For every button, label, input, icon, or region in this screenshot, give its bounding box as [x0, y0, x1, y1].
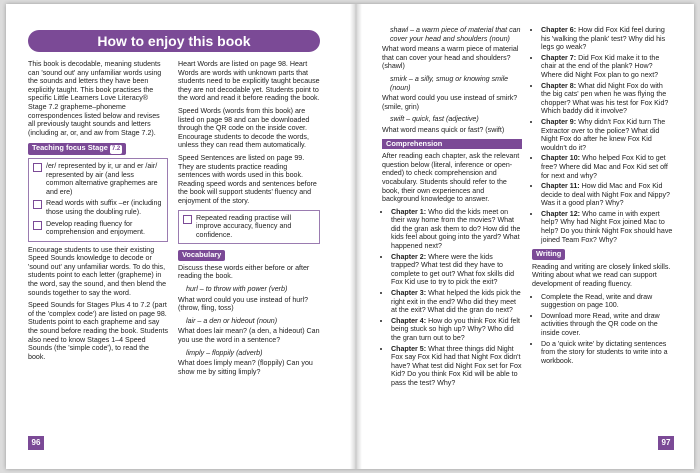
chapter-list-continued — [532, 26, 674, 244]
vocab-item: shawl – a warm piece of material that can cover your head and shoulders (noun) — [390, 26, 521, 43]
chapter-item: • Chapter 7: Did Fox Kid make it to the chair at the end of the plank? How? Where did Night Fox plan to go next? — [541, 54, 674, 80]
intro-paragraph: This book is decodable, meaning students can 'sound out' any unfamiliar words using the sounds and letters they have been explicitly taught. This book practises the specific Little Learners Love Literacy® Stage 7.2 grapheme–phoneme correspondences listed below and revises all previously taught sounds and letters (including ar, or, and aw from Stage 7.2). — [28, 60, 162, 137]
checklist-item: Repeated reading practise will improve accuracy, fluency and confidence. — [183, 214, 315, 240]
chapter-item: • Chapter 5: What three things did Night Fox say Fox Kid had that Night Fox didn't have? What test did Night Fox set for Fox Kid? Do you think Fox Kid will be able to pass the test? Why? — [391, 345, 522, 388]
vocab-item: swift – quick, fast (adjective) — [390, 115, 479, 124]
checkbox-icon — [33, 200, 42, 209]
speed-sounds-paragraph-2: Speed Sounds for Stages Plus 4 to 7.2 (part of the 'complex code') are listed on page 98. Students point to each grapheme and say the sound before reading the book. Students also need to know Stages 1–4 Speed Sounds (the 'simple code'), to read the book. — [28, 301, 169, 361]
stage-badge: 7.2 — [111, 146, 121, 153]
teaching-focus-heading: Teaching focus Stage 7.2 — [28, 143, 126, 155]
chapter-item: • Chapter 12: Who came in with expert help? Why had Night Fox joined Mac to help? Do you think Night Fox should have joined Team Fox? Why? — [541, 210, 674, 244]
checklist-item: Develop reading fluency for comprehension and enjoyment. — [33, 220, 163, 237]
vocab-question: What word means a warm piece of material that can cover your head and shoulders? (shawl) — [382, 45, 519, 71]
vocab-question: What word could you use instead of hurl? (throw, fling, toss) — [178, 295, 309, 313]
right-page-number: 97 — [658, 436, 674, 450]
checkbox-icon — [33, 163, 42, 172]
writing-heading: Writing — [532, 249, 565, 260]
chapter-item: • Chapter 1: Who did the kids meet on their way home from the movies? What did the gran ask them to do? How did the kids feel about going into the yard? What happened next? — [391, 208, 522, 251]
checklist-item: Read words with suffix –er (including those using the doubling rule). — [33, 199, 163, 216]
left-page-number: 96 — [28, 436, 44, 450]
speed-sentences-paragraph: Speed Sentences are listed on page 99. They are students practice reading sentences with words used in this book. Reading speed words and sentences before the book will support students' fluency and enjoyment of the story. — [178, 153, 317, 205]
vocab-item: smirk – a silly, smug or knowing smile (noun) — [390, 74, 509, 92]
checkbox-icon — [33, 221, 42, 230]
book-spread — [6, 4, 694, 469]
chapter-item: • Chapter 8: What did Night Fox do with the big cats' pen when he was flying the chopper? What was his test for Fox Kid? Which baddy did it involve? — [541, 82, 674, 116]
writing-intro: Reading and writing are closely linked skills. Writing about what we read can support development of reading fluency. — [532, 262, 671, 289]
writing-item: • Complete the Read, write and draw suggestion on page 100. — [541, 293, 674, 310]
chapter-item: • Chapter 4: How do you think Fox Kid felt being stuck so high up? Why? Who did the gran turn out to be? — [391, 317, 522, 343]
vocab-item: lair – a den or hideout (noun) — [186, 316, 278, 325]
checklist-item: /er/ represented by ir, ur and er /air/ represented by air (and less common alternative graphemes are and ere) — [33, 162, 163, 196]
chapter-item: • Chapter 6: How did Fox Kid feel during his 'walking the plank' test? Why did his legs go weak? — [541, 26, 674, 52]
vocab-question: What does limply mean? (floppily) Can you show me by sitting limply? — [178, 359, 313, 376]
left-column-2 — [178, 60, 320, 380]
comprehension-intro: After reading each chapter, ask the relevant question below (literal, inference or open-ended) to check comprehension and vocabulary. Students should refer to the book, their own experiences and background knowledge to answer. — [382, 152, 520, 204]
comprehension-heading: Comprehension — [382, 139, 522, 150]
writing-list — [532, 293, 674, 366]
chapter-item: • Chapter 10: Who helped Fox Kid to get free? Where did Mac and Fox Kid set off for next and why? — [541, 154, 674, 180]
page-title: How to enjoy this book — [28, 30, 320, 52]
checkbox-icon — [183, 215, 192, 224]
speed-words-paragraph: Speed Words (words from this book) are listed on page 98 and can be downloaded through the QR code on the inside cover. Encourage students to decode the words, unless they can read them automatically. — [178, 106, 310, 150]
chapter-item: • Chapter 2: Where were the kids trapped? What test did they have to complete to get out? What fox skills did Fox Kid use to try to pick the exit? — [391, 253, 522, 287]
vocabulary-intro: Discuss these words either before or after reading the book. — [178, 263, 310, 281]
vocab-item: hurl – to throw with power (verb) — [186, 285, 288, 294]
writing-item: • Download more Read, write and draw activities through the QR code on the inside cover. — [541, 312, 674, 338]
vocab-item: limply – floppily (adverb) — [186, 348, 263, 357]
chapter-item: • Chapter 11: How did Mac and Fox Kid decide to deal with Night Fox and Nippy? Was it a good plan? Why? — [541, 182, 674, 208]
vocab-question: What word could you use instead of smirk? (smile, grin) — [382, 94, 518, 111]
vocab-question: What word means quick or fast? (swift) — [382, 125, 505, 134]
book-gutter — [350, 4, 362, 469]
heart-words-paragraph: Heart Words are listed on page 98. Heart Words are words with unknown parts that students need to be explicitly taught because they are not decodable yet. Students point to the word and read it before reading the book. — [178, 60, 320, 103]
chapter-item: • Chapter 9: Why didn't Fox Kid turn The Extractor over to the police? What did Night Fox do after he knew Fox Kid wouldn't do it? — [541, 118, 674, 152]
writing-item: • Do a 'quick write' by dictating sentences from the story for students to write into a workbook. — [541, 340, 674, 366]
chapter-item: • Chapter 3: What helped the kids pick the right exit in the end? Who did they meet at the exit? What did the gran do next? — [391, 289, 522, 315]
speed-sounds-paragraph: Encourage students to use their existing Speed Sounds knowledge to decode or 'sound out' any unfamiliar words. To do this, students point to each letter (grapheme) in the word, say the sound, and then blend the sounds together to say the word. — [28, 245, 167, 297]
repeated-reading-box — [178, 210, 320, 245]
right-column-1 — [382, 26, 522, 391]
vocab-question: What does lair mean? (a den, a hideout) Can you use the word in a sentence? — [178, 327, 320, 345]
teaching-focus-box — [28, 158, 168, 242]
left-column-1 — [28, 60, 168, 365]
right-column-2 — [532, 26, 674, 368]
vocabulary-heading: Vocabulary — [178, 250, 225, 261]
chapter-list — [382, 208, 522, 388]
